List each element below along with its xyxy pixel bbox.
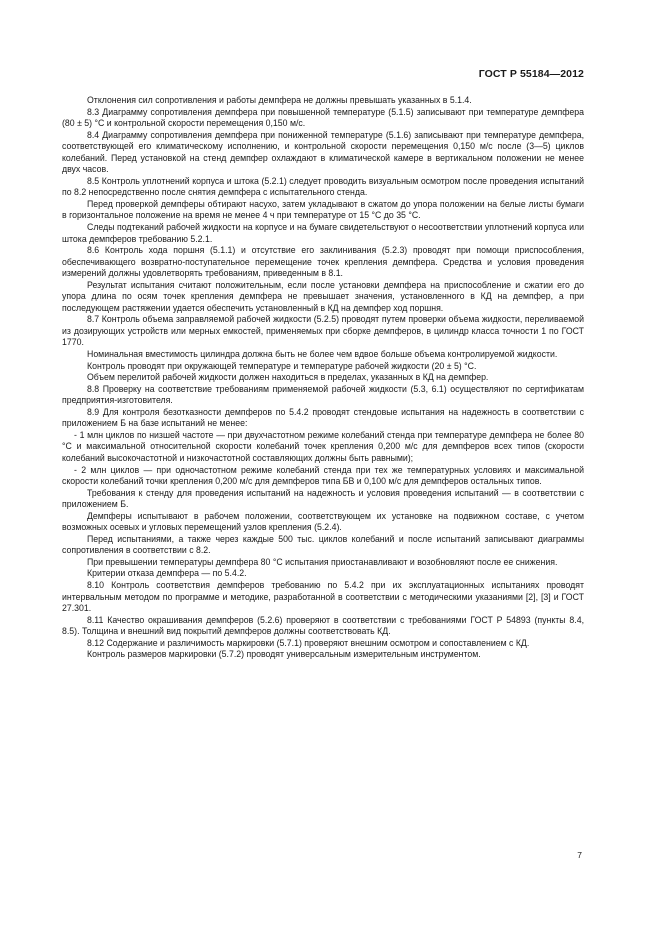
paragraph: 8.12 Содержание и различимость маркировки (5.7.1) проверяют внешним осмотром и сопоставлением с КД. — [87, 637, 530, 648]
list-item-paragraph: - 2 млн циклов — при одночастотном режиме колебаний стенда при тех же температурных условиях и максимальной скорости колебаний точки крепления 0,200 м/с для демпферов типа БВ и 0,100 м/с для демпферов остальных типов. — [62, 464, 584, 487]
paragraph: Перед испытаниями, а также через каждые 500 тыс. циклов колебаний и после испытаний записывают диаграммы сопротивления в соответствии с 8.2. — [62, 533, 584, 556]
paragraph: 8.6 Контроль хода поршня (5.1.1) и отсутствие его заклинивания (5.2.3) проводят при помощи приспособления, обеспечивающего возвратно-поступательное перемещение точек крепления демпфера. Средства и условия проведения измерений должны удовлетворять требованиям, приведенным в 8.1. — [62, 245, 584, 279]
paragraph: 8.4 Диаграмму сопротивления демпфера при пониженной температуре (5.1.6) записывают при температуре демпфера, соответствующей его климатическому исполнению, и контрольной скорости перемещения 0,150 м/с после (3—5) циклов колебаний. Перед установкой на стенд демпфер охлаждают в климатической камере в вертикальном положении не менее двух часов. — [62, 129, 584, 175]
paragraph: 8.3 Диаграмму сопротивления демпфера при повышенной температуре (5.1.5) записывают при температуре демпфера (80 ± 5) °C и контрольной скорости перемещения 0,150 м/с. — [62, 106, 584, 129]
paragraph: Перед проверкой демпферы обтирают насухо, затем укладывают в сжатом до упора положении на белые листы бумаги в горизонтальное положение на время не менее 4 ч при температуре от 15 °C до 35 °C. — [62, 198, 584, 221]
paragraph: Требования к стенду для проведения испытаний на надежность и условия проведения испытаний — в соответствии с приложением Б. — [62, 487, 584, 510]
paragraph: 8.10 Контроль соответствия демпферов требованию по 5.4.2 при их эксплуатационных испытаниях проводят интервальным методом по программе и методике, разработанной в соответствии с методическими указаниями [2], [3] и ГОСТ 27.301. — [62, 579, 584, 614]
paragraph: 8.11 Качество окрашивания демпферов (5.2.6) проверяют в соответствии с требованиями ГОСТ Р 54893 (пункты 8.4, 8.5). Толщина и внешний вид покрытий демпферов должны соответствовать КД. — [62, 614, 584, 637]
paragraph: Критерии отказа демпфера — по 5.4.2. — [87, 568, 247, 579]
paragraph: Демпферы испытывают в рабочем положении, соответствующем их установке на подвижном составе, с учетом возможных осевых и угловых перемещений узлов крепления (5.2.4). — [62, 510, 584, 533]
paragraph: Объем перелитой рабочей жидкости должен находиться в пределах, указанных в КД на демпфер. — [87, 372, 489, 383]
document-body — [62, 95, 584, 661]
paragraph: При превышении температуры демпфера 80 °C испытания приостанавливают и возобновляют после ее снижения. — [87, 556, 558, 567]
page-number: 7 — [577, 850, 582, 860]
paragraph: 8.8 Проверку на соответствие требованиям применяемой рабочей жидкости (5.3, 6.1) осуществляют по сертификатам предприятия-изготовителя. — [62, 383, 584, 406]
paragraph: Следы подтеканий рабочей жидкости на корпусе и на бумаге свидетельствуют о несоответствии уплотнений корпуса или штока демпферов требованию 5.2.1. — [62, 222, 584, 244]
paragraph: 8.5 Контроль уплотнений корпуса и штока (5.2.1) следует проводить визуальным осмотром после проведения испытаний по 8.2 непосредственно после снятия демпфера с испытательного стенда. — [62, 175, 584, 198]
paragraph: 8.9 Для контроля безотказности демпферов по 5.4.2 проводят стендовые испытания на надежность в соответствии с приложением Б на базе испытаний не менее: — [62, 406, 584, 429]
paragraph: Контроль проводят при окружающей температуре и температуре рабочей жидкости (20 ± 5) °C. — [87, 360, 477, 371]
paragraph: Контроль размеров маркировки (5.7.2) проводят универсальным измерительным инструментом. — [87, 649, 481, 660]
list-item-paragraph: - 1 млн циклов по низшей частоте — при двухчастотном режиме колебаний стенда при температуре демпфера не более 80 °C и максимальной относительной скорости колебаний точек крепления 0,200 м/с для демпферов всех типов (скорости колебаний высокочастотной и низкочастотной составляющих должны быть равными); — [62, 429, 584, 463]
document-header-id: ГОСТ Р 55184—2012 — [478, 68, 584, 80]
paragraph: Отклонения сил сопротивления и работы демпфера не должны превышать указанных в 5.1.4. — [87, 95, 472, 105]
paragraph: 8.7 Контроль объема заправляемой рабочей жидкости (5.2.5) проводят путем проверки объема жидкости, переливаемой из дозирующих устройств или мерных емкостей, применяемых при сборке демпферов, в цилиндр класса точности 1 по ГОСТ 1770. — [62, 314, 584, 348]
paragraph: Номинальная вместимость цилиндра должна быть не более чем вдвое больше объема контролируемой жидкости. — [87, 349, 558, 360]
paragraph: Результат испытания считают положительным, если после установки демпфера на приспособление и сжатии его до упора длина по осям точек крепления демпфера не превышает значения, установленного в КД на демпфер, а при последующем растяжении удается обеспечить установленный в КД на демпфер ход поршня. — [62, 279, 584, 313]
